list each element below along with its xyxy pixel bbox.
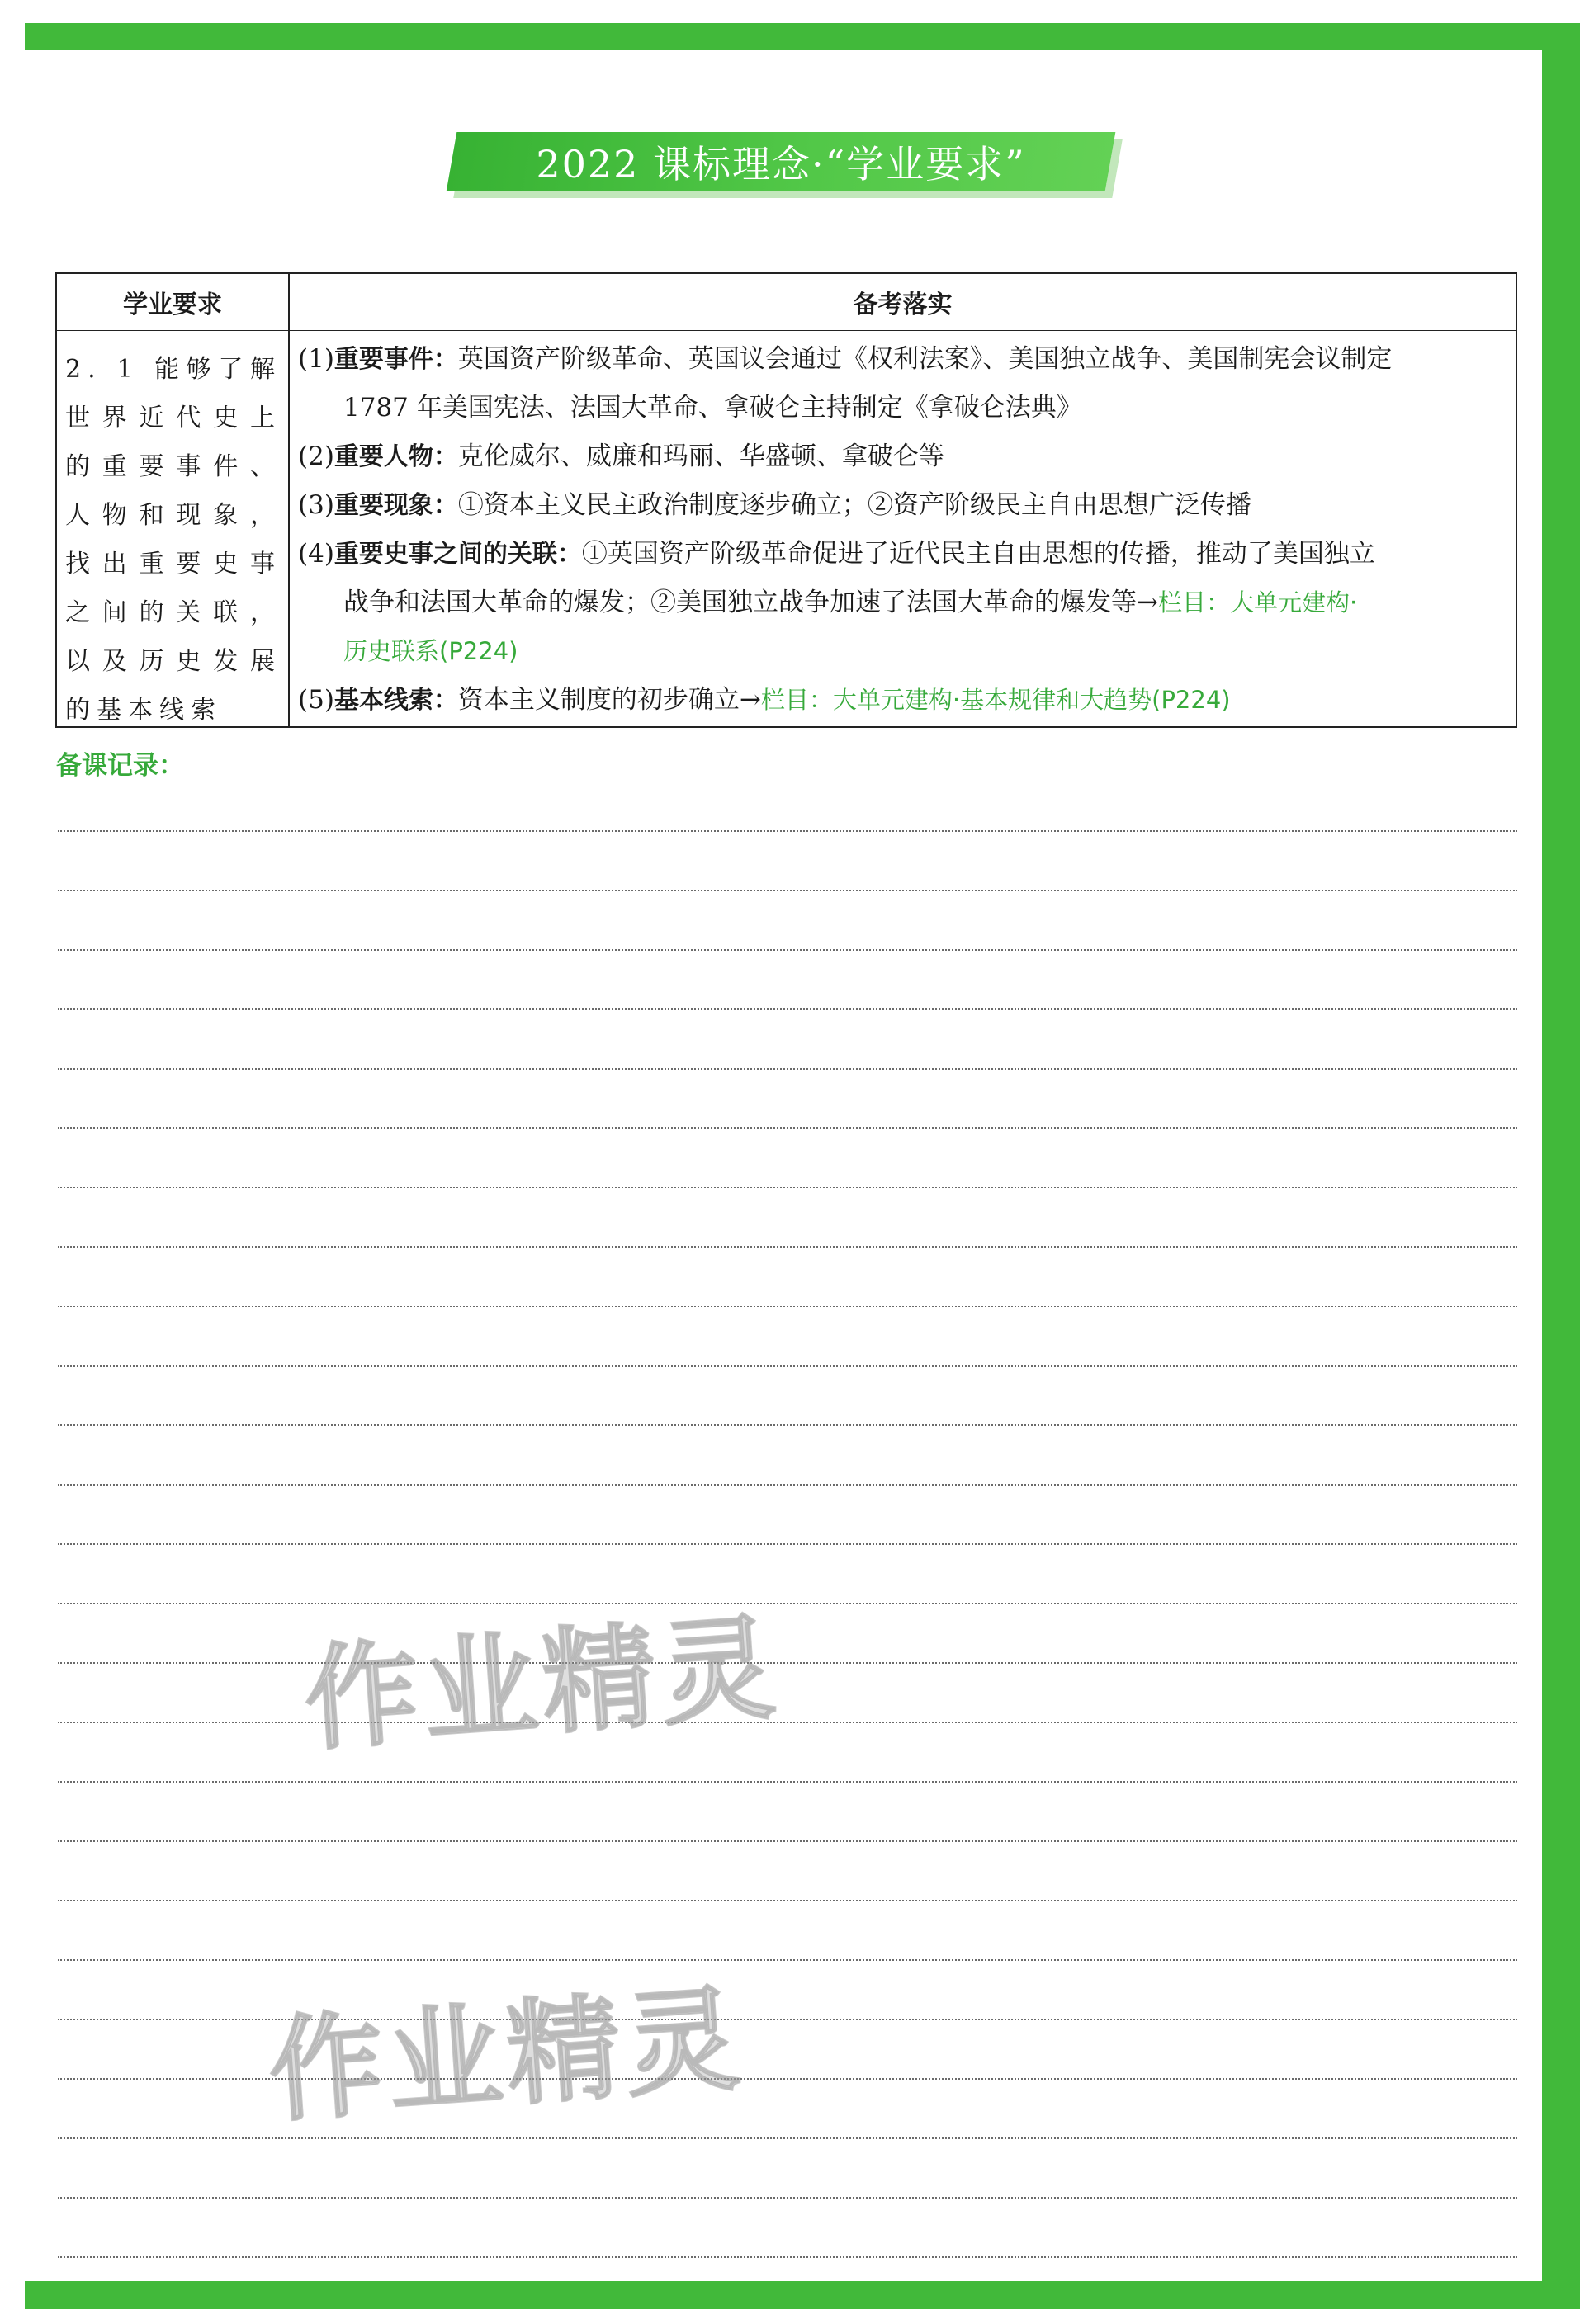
item-text: 1787 年美国宪法、法国大革命、拿破仑主持制定《拿破仑法典》: [343, 393, 1082, 423]
note-line: [58, 1722, 1517, 1723]
column-divider: [288, 274, 290, 726]
item-number: (4): [298, 539, 334, 569]
note-line: [58, 1603, 1517, 1604]
watermark: 作业精灵: [300, 1601, 784, 1767]
note-line: [58, 1127, 1517, 1129]
note-line: [58, 1662, 1517, 1664]
note-line: [58, 1187, 1517, 1188]
note-line: [58, 1543, 1517, 1545]
item-keyword: 重要人物：: [333, 442, 458, 471]
list-item: [298, 530, 1511, 579]
header-preparation: 备考落实: [853, 290, 953, 319]
note-line: [58, 1959, 1517, 1961]
item-number: (1): [298, 344, 334, 374]
item-number: (5): [298, 685, 334, 715]
green-frame-right: [1542, 23, 1580, 2309]
list-item-continuation: [298, 384, 1511, 432]
item-keyword: 重要现象：: [333, 491, 458, 520]
item-text: 英国资产阶级革命、英国议会通过《权利法案》、美国独立战争、美国制宪会议制定: [457, 344, 1393, 374]
page-title: 2022 课标理念·“学业要求”: [536, 142, 1026, 187]
note-line: [58, 890, 1517, 891]
green-frame-top: [25, 23, 1568, 50]
requirements-table: [55, 272, 1517, 728]
note-line: [58, 1306, 1517, 1307]
notes-label: 备课记录：: [56, 751, 184, 781]
item-keyword: 重要事件：: [333, 345, 458, 374]
note-line: [58, 1008, 1517, 1010]
note-line: [58, 1840, 1517, 1842]
list-item: [298, 481, 1511, 530]
item-text: 战争和法国大革命的爆发；②美国独立战争加速了法国大革命的爆发等→: [343, 588, 1158, 617]
list-item: [298, 335, 1511, 384]
column-reference-link[interactable]: 栏目：大单元建构·: [1157, 588, 1358, 616]
column-reference-link[interactable]: 历史联系(P224): [343, 637, 518, 665]
watermark: 作业精灵: [264, 1972, 749, 2138]
green-frame-bottom: [25, 2281, 1580, 2309]
preparation-list: [298, 335, 1511, 725]
item-text: 克伦威尔、威廉和玛丽、华盛顿、拿破仑等: [457, 442, 944, 471]
note-line: [58, 1068, 1517, 1070]
note-line: [58, 1781, 1517, 1783]
note-line: [58, 2256, 1517, 2258]
note-line: [58, 949, 1517, 951]
requirement-text: 2. 1 能够了解世界近代史上的重要事件、人物和现象，找出重要史事之间的关联，以及历史发展的基本线索: [65, 355, 281, 725]
item-number: (3): [298, 490, 334, 520]
note-line: [58, 830, 1517, 832]
note-line: [58, 1246, 1517, 1248]
list-item: [298, 432, 1511, 481]
note-line: [58, 1484, 1517, 1486]
item-keyword: 重要史事之间的关联：: [333, 540, 582, 569]
list-item-continuation: [298, 627, 1511, 676]
list-item: [298, 676, 1511, 725]
list-item-continuation: [298, 579, 1511, 627]
note-line: [58, 1900, 1517, 1901]
column-reference-link[interactable]: 栏目：大单元建构·基本规律和大趋势(P224): [760, 686, 1231, 714]
item-text: ①英国资产阶级革命促进了近代民主自由思想的传播，推动了美国独立: [581, 539, 1375, 569]
item-text: 资本主义制度的初步确立→: [457, 685, 761, 715]
note-line: [58, 1424, 1517, 1426]
item-keyword: 基本线索：: [333, 686, 458, 715]
item-number: (2): [298, 442, 334, 471]
item-text: ①资本主义民主政治制度逐步确立；②资产阶级民主自由思想广泛传播: [457, 490, 1251, 520]
note-line: [58, 2197, 1517, 2199]
header-requirement: 学业要求: [123, 290, 222, 319]
note-line: [58, 1365, 1517, 1367]
